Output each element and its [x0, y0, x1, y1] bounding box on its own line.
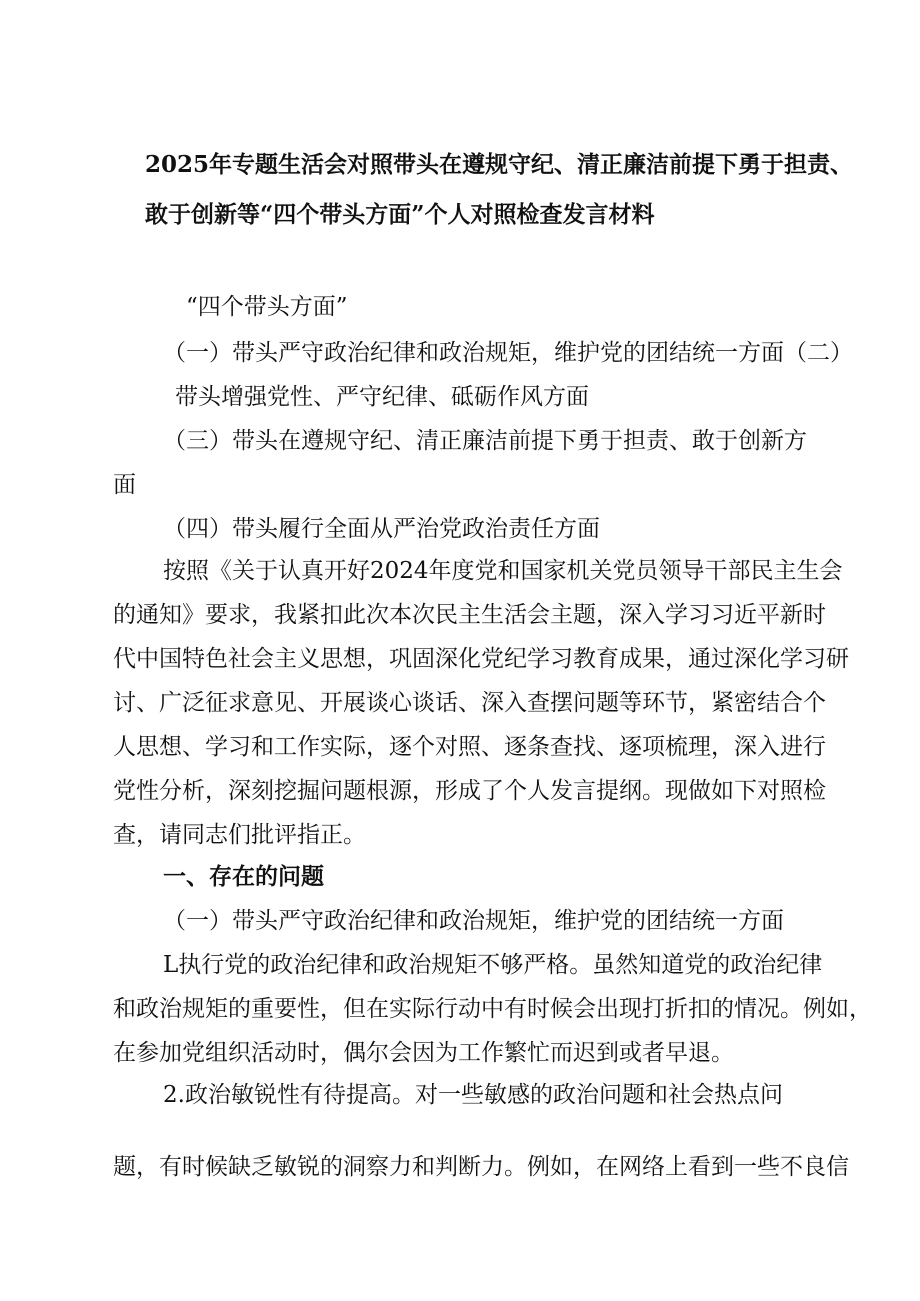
intro-paragraph-line-6: 党性分析，深刻挖掘问题根源，形成了个人发言提纲。现做如下对照检 — [113, 778, 826, 804]
subsection-heading-1: （一）带头严守政治纪律和政治规矩，维护党的团结统一方面 — [163, 908, 784, 934]
intro-paragraph-line-2: 的通知》要求，我紧扣此次本次民主生活会主题，深入学习习近平新时 — [113, 602, 826, 628]
intro-paragraph-line-7: 查，请同志们批评指正。 — [113, 822, 366, 848]
aspect-item-1: （一）带头严守政治纪律和政治规矩，维护党的团结统一方面（二） — [163, 340, 853, 366]
intro-paragraph-line-4: 讨、广泛征求意见、开展谈心谈话、深入查摆问题等环节，紧密结合个 — [113, 690, 826, 716]
document-title-line-2: 敢于创新等“四个带头方面”个人对照检查发言材料 — [145, 201, 655, 228]
intro-paragraph-line-5: 人思想、学习和工作实际，逐个对照、逐条查找、逐项梳理，深入进行 — [113, 734, 826, 760]
problem-1-line-2: 和政治规矩的重要性，但在实际行动中有时候会出现打折扣的情况。例如， — [113, 996, 872, 1022]
problem-1-line-1: L执行党的政治纪律和政治规矩不够严格。虽然知道党的政治纪律 — [163, 952, 823, 978]
intro-paragraph-line-3: 代中国特色社会主义思想，巩固深化党纪学习教育成果，通过深化学习研 — [113, 646, 849, 672]
aspect-item-4: （四）带头履行全面从严治党政治责任方面 — [163, 516, 600, 542]
document-title-line-1: 2025年专题生活会对照带头在遵规守纪、清正廉洁前提下勇于担责、 — [145, 151, 854, 178]
problem-2-line-1: 2.政治敏锐性有待提高。对一些敏感的政治问题和社会热点问 — [163, 1082, 783, 1108]
aspect-item-3: （三）带头在遵规守纪、清正廉洁前提下勇于担责、敢于创新方 — [163, 428, 807, 454]
problem-1-line-3: 在参加党组织活动时，偶尔会因为工作繁忙而迟到或者早退。 — [113, 1040, 734, 1066]
section-heading-problems: 一、存在的问题 — [163, 863, 324, 890]
section-heading-four-aspects: “四个带头方面” — [186, 294, 348, 320]
aspect-item-2: 带头增强党性、严守纪律、砥砺作风方面 — [175, 384, 589, 410]
problem-2-line-2: 题，有时候缺乏敏锐的洞察力和判断力。例如，在网络上看到一些不良信 — [113, 1154, 849, 1180]
aspect-item-3-continued: 面 — [113, 472, 136, 498]
intro-paragraph-line-1: 按照《关于认真开好2024年度党和国家机关党员领导干部民主生会 — [163, 558, 843, 584]
